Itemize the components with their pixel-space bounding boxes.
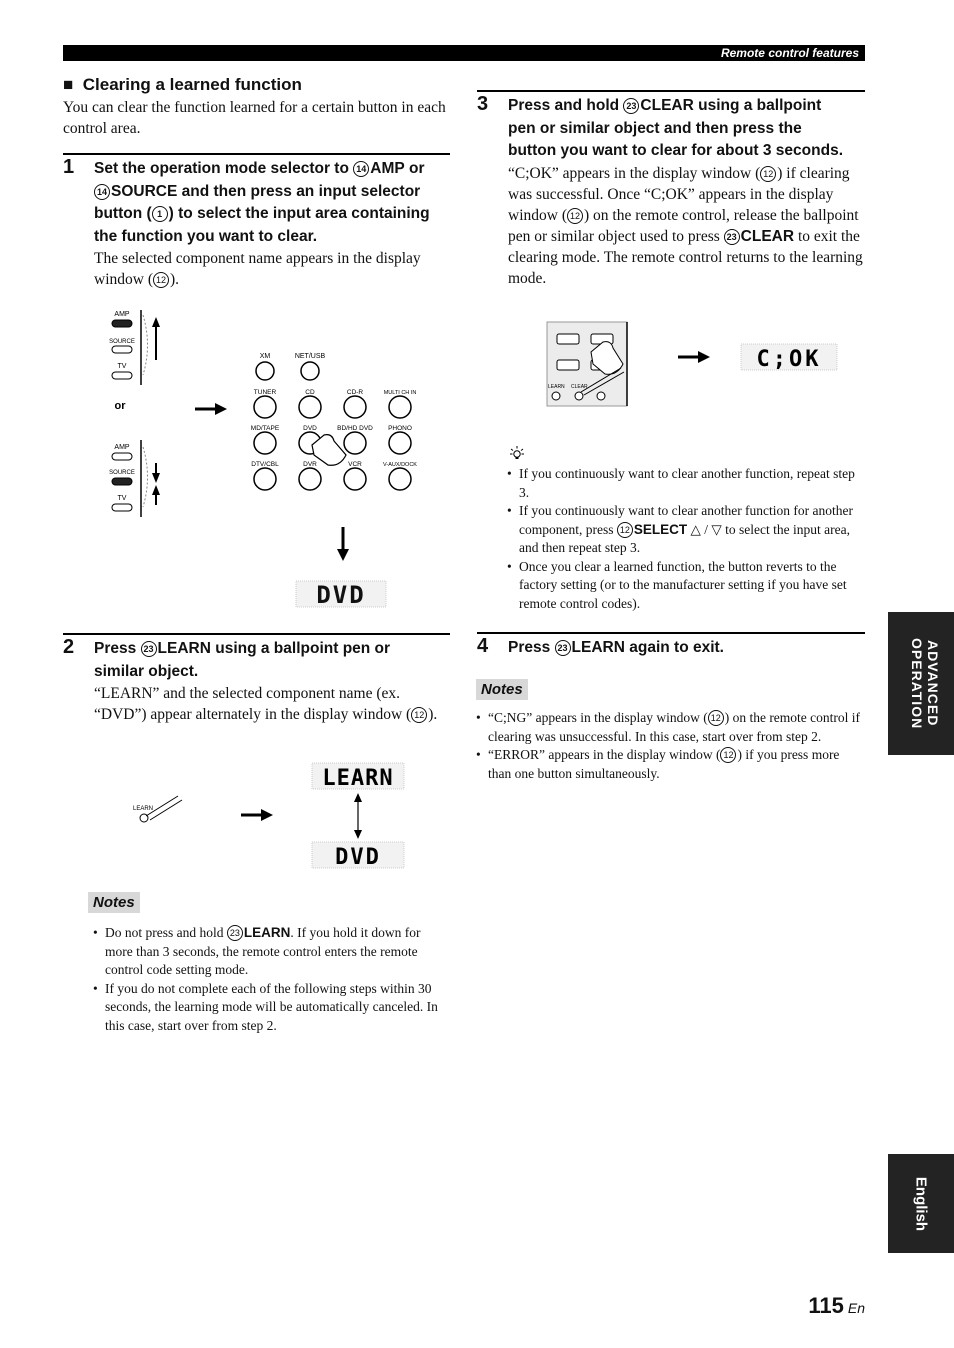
learn-diagram (130, 760, 410, 870)
tips-list (505, 465, 865, 613)
step2-rule (63, 633, 450, 635)
btn-cdr (344, 396, 366, 418)
left-notes-label: Notes (88, 892, 140, 913)
selector-curve-2 (143, 447, 148, 507)
btn-label-tuner: TUNER (253, 389, 277, 396)
amp-selector-label: AMP (114, 311, 130, 318)
btn-cd (299, 396, 321, 418)
step3-heading: Press and hold 23 CLEAR using a ballpoint pen or similar object and then press the button you want to clear for about 3 seconds. (508, 97, 843, 159)
source-selector-label-2: SOURCE (109, 470, 135, 476)
diagram-svg (100, 305, 445, 615)
list-item: • If you continuously want to clear another function, repeat step 3. (505, 465, 865, 502)
right-arrowhead (215, 403, 227, 415)
learn-button-label: LEARN (133, 806, 154, 812)
list-item: • If you do not complete each of the following steps within 30 seconds, the learning mode will be automatically canceled. In this case, start over from step 2. (91, 980, 449, 1036)
section-heading (63, 75, 302, 95)
learn-label-s4: LEARN (571, 639, 625, 656)
amp-label: AMP (370, 160, 405, 177)
section-bullet: ■ (63, 75, 74, 94)
list-item: • “ERROR” appears in the display window ( 12 ) if you press more than one button simultaneously. (474, 746, 864, 783)
btn-vaux (389, 468, 411, 490)
down-arrowhead (152, 473, 160, 483)
step3-number: 3 (477, 93, 489, 115)
page-lang: En (847, 1300, 865, 1316)
alternate-arrowhead-down (354, 830, 362, 839)
or-label: or (114, 400, 126, 412)
english-label: English (912, 1176, 930, 1231)
btn-xm (256, 362, 274, 380)
key-number-23-note: 23 (227, 925, 243, 941)
input-selector-diagram (100, 305, 445, 615)
step1-number: 1 (63, 156, 75, 178)
key-number-12-tip: 12 (617, 522, 633, 538)
amp-selector-label-2: AMP (114, 444, 130, 451)
tv-position-2 (112, 504, 132, 511)
input-button-grid (251, 353, 417, 490)
source-selector-label: SOURCE (109, 339, 135, 345)
key-number-23: 23 (141, 641, 157, 657)
btn-tuner (254, 396, 276, 418)
btn-dtvcbl (254, 468, 276, 490)
tip-bulb-icon (509, 445, 525, 461)
alternate-arrowhead-up (354, 793, 362, 802)
up-arrowhead-2 (152, 485, 160, 495)
step1-body: The selected component name appears in the display window ( 12 ). (94, 250, 421, 288)
right-notes-list (474, 709, 864, 783)
display-text: DVD (316, 581, 366, 609)
source-position-2 (112, 478, 132, 485)
running-header: Remote control features (720, 46, 859, 60)
down-arrowhead-display (337, 549, 349, 561)
step2-heading: Press 23 LEARN using a ballpoint pen or similar object. (94, 640, 391, 680)
btn-label-mdtape: MD/TAPE (250, 425, 280, 432)
right-arrowhead-2 (261, 809, 273, 821)
btn-phono (389, 432, 411, 454)
key-number-23-s3b: 23 (724, 229, 740, 245)
source-position (112, 346, 132, 353)
right-notes-label: Notes (476, 679, 528, 700)
key-number-14b: 14 (94, 184, 110, 200)
key-number-23-s3: 23 (623, 98, 639, 114)
btn-dvr (299, 468, 321, 490)
step1-heading: Set the operation mode selector to 14 AMP or 14 SOURCE and then press an input selector button ( 1 ) to select the input area containing the function you want to clear. (94, 160, 430, 245)
btn-label-dtvcbl: DTV/CBL (251, 461, 279, 468)
btn-multich (389, 396, 411, 418)
step4-number: 4 (477, 635, 489, 657)
step3-rule (477, 90, 865, 92)
btn-label-cd: CD (305, 389, 315, 396)
btn-label-multich: MULTI CH IN (383, 390, 417, 396)
key-number-1: 1 (152, 206, 168, 222)
btn-label-phono: PHONO (388, 425, 412, 432)
step3-body: “C;OK” appears in the display window ( 12 ) if clearing was successful. Once “C;OK” appears in the display window ( 12 ) on the remote control, release the ballpoint pen or similar object used to press 23 CLEAR to exit the clearing mode. The remote control returns to the learning mode. (508, 165, 863, 287)
btn-label-netusb: NET/USB (294, 353, 326, 360)
btn-label-bdhd: BD/HD DVD (337, 425, 373, 432)
step4-heading: Press 23 LEARN again to exit. (508, 639, 724, 656)
remote-clear-label: CLEAR (571, 384, 588, 390)
up-arrowhead (152, 317, 160, 327)
btn-netusb (301, 362, 319, 380)
step4-rule (477, 632, 865, 634)
btn-vcr (344, 468, 366, 490)
btn-label-dvd: DVD (303, 425, 317, 432)
section-title: Clearing a learned function (82, 75, 302, 94)
key-number-12-s3b: 12 (567, 208, 583, 224)
page-footer (808, 1293, 865, 1319)
list-item: • Once you clear a learned function, the button reverts to the factory setting (or to the manufacturer setting if you have set remote control codes). (505, 558, 865, 614)
btn-bdhd (344, 432, 366, 454)
remote-learn-button (552, 392, 560, 400)
btn-label-vaux: V-AUX/DOCK (383, 462, 417, 468)
selector-curve (143, 315, 148, 375)
left-notes-list (91, 924, 449, 1035)
remote-learn-label: LEARN (548, 384, 565, 390)
btn-label-xm: XM (259, 353, 271, 360)
step1-rule (63, 153, 450, 155)
right-arrowhead-3 (698, 351, 710, 363)
tv-position (112, 372, 132, 379)
source-label: SOURCE (111, 182, 178, 200)
advanced-operation-label: ADVANCED OPERATION (909, 637, 941, 730)
step2-body: “LEARN” and the selected component name (ex. “DVD”) appear alternately in the display window ( 12 ). (94, 685, 438, 723)
amp-position (112, 320, 132, 327)
clear-diagram-svg (545, 320, 845, 410)
clear-label: CLEAR (640, 97, 694, 114)
btn-label-dvr: DVR (303, 461, 317, 468)
key-number-12-s3a: 12 (760, 166, 776, 182)
remote-key-1 (557, 334, 579, 344)
clear-diagram (545, 320, 845, 410)
list-item: • Do not press and hold 23 LEARN. If you hold it down for more than 3 seconds, the remote control enters the remote control code setting mode. (91, 924, 449, 980)
display-cok-text: C;OK (756, 347, 822, 372)
learn-diagram-svg (130, 760, 410, 870)
key-number-12-n1: 12 (708, 710, 724, 726)
btn-mdtape (254, 432, 276, 454)
tv-selector-label: TV (117, 363, 127, 370)
key-number-12-n2: 12 (720, 747, 736, 763)
list-item: • “C;NG” appears in the display window ( 12 ) on the remote control if clearing was unsuccessful. In this case, start over from step 2. (474, 709, 864, 746)
key-number-12: 12 (153, 272, 169, 288)
amp-position-2 (112, 453, 132, 460)
header-bar (63, 45, 865, 61)
display-learn-text: LEARN (322, 766, 394, 791)
remote-clear-button (575, 392, 583, 400)
key-number-12-s2: 12 (411, 707, 427, 723)
display-dvd-text: DVD (335, 845, 381, 870)
intro-text: You can clear the function learned for a certain button in each control area. (63, 99, 446, 137)
tv-selector-label-2: TV (117, 495, 127, 502)
btn-label-vcr: VCR (348, 461, 362, 468)
remote-button-3 (597, 392, 605, 400)
page-number: 115 (808, 1293, 844, 1318)
learn-label: LEARN (157, 640, 211, 657)
remote-key-3 (557, 360, 579, 370)
key-number-23-s4: 23 (555, 640, 571, 656)
advanced-operation-tab (888, 612, 954, 755)
step2-number: 2 (63, 636, 75, 658)
english-tab (888, 1154, 954, 1253)
btn-label-cdr: CD-R (346, 389, 364, 396)
key-number-14: 14 (353, 161, 369, 177)
list-item: • If you continuously want to clear another function for another component, press 12 SELECT △ / ▽ to select the input area, and then repeat step 3. (505, 502, 865, 558)
